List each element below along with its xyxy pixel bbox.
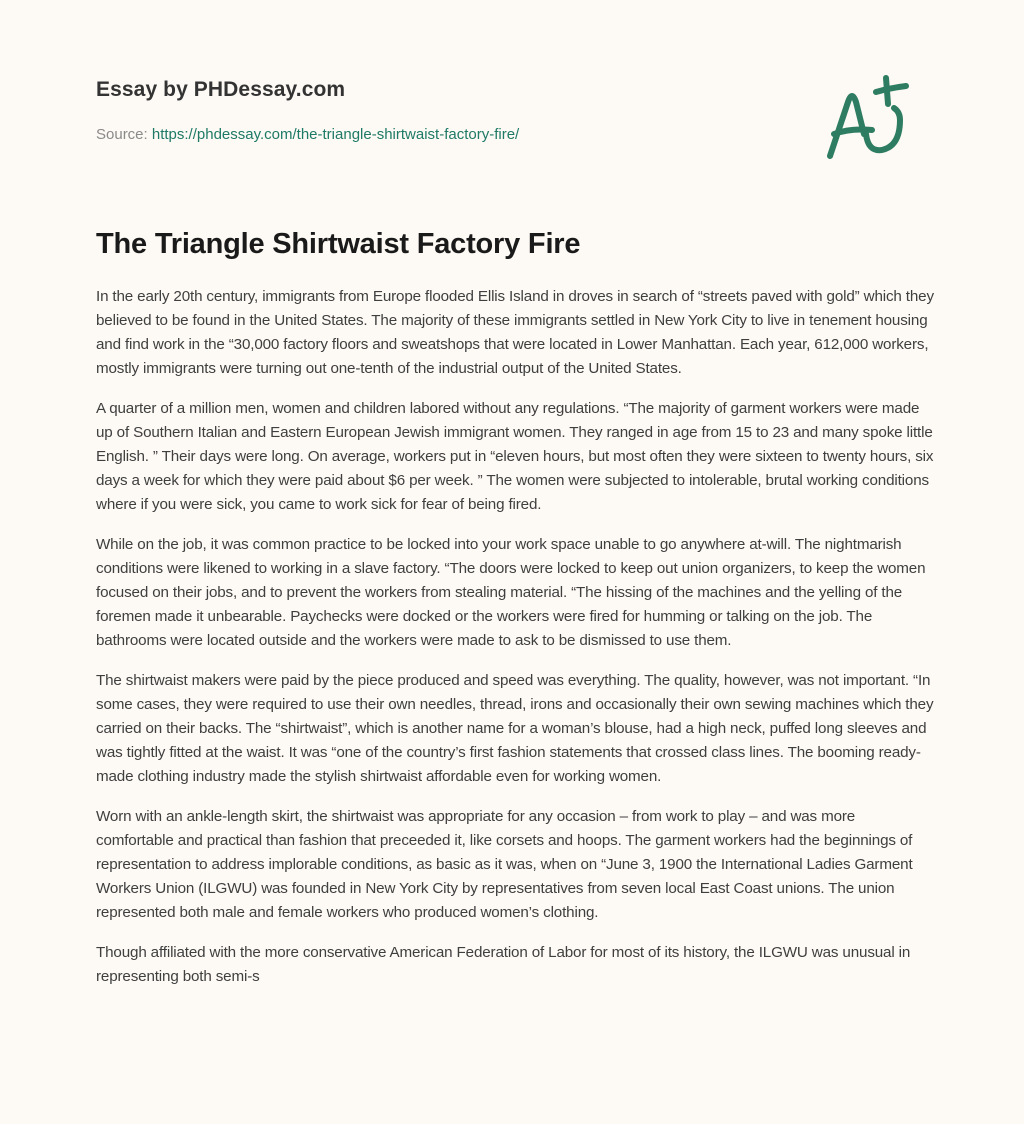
essay-paragraph: A quarter of a million men, women and children labored without any regulations. “The majority of garment workers were made up of Southern Italian and Eastern European Jewish immigrant women. They ranged in age from 15 to 23 and many spoke little English. ” Their days were long. On average, workers put in “eleven hours, but most often they were sixteen to twenty hours, six days a week for which they were paid about $6 per week. ” The women were subjected to intolerable, brutal working conditions where if you were sick, you came to work sick for fear of being fired.: [96, 400, 934, 513]
essay-body: [96, 285, 936, 1005]
essay-paragraph: While on the job, it was common practice to be locked into your work space unable to go anywhere at-will. The nightmarish conditions were likened to working in a slave factory. “The doors were locked to keep out union organizers, to keep the women focused on their jobs, and to prevent the workers from stealing material. “The hissing of the machines and the yelling of the foremen made it unbearable. Paychecks were docked or the workers were fired for humming or talking on the job. The bathrooms were located outside and the workers were made to ask to be dismissed to use them.: [96, 536, 926, 649]
essay-paragraph: In the early 20th century, immigrants from Europe flooded Ellis Island in droves in search of “streets paved with gold” which they believed to be found in the United States. The majority of these immigrants settled in New York City to live in tenement housing and find work in the “30,000 factory floors and sweatshops that were located in Lower Manhattan. Each year, 612,000 workers, mostly immigrants were turning out one-tenth of the industrial output of the United States.: [96, 288, 934, 377]
source-link[interactable]: https://phdessay.com/the-triangle-shirtwaist-factory-fire/: [151, 126, 520, 143]
source-label: Source:: [96, 126, 152, 143]
a-plus-grade-icon: [820, 64, 930, 168]
essay-paragraph: Worn with an ankle-length skirt, the shirtwaist was appropriate for any occasion – from work to play – and was more comfortable and practical than fashion that preceeded it, like corsets and hoops. The garment workers had the beginnings of representation to address implorable conditions, as basic as it was, when on “June 3, 1900 the International Ladies Garment Workers Union (ILGWU) was founded in New York City by representatives from seven local East Coast unions. The union represented both male and female workers who produced women’s clothing.: [96, 808, 913, 921]
source-line: [96, 124, 796, 146]
page-header: [96, 74, 796, 146]
essay-paragraph: Though affiliated with the more conservative American Federation of Labor for most of its history, the ILGWU was unusual in representing both semi-s: [96, 944, 911, 985]
site-title: Essay by PHDessay.com: [96, 78, 346, 101]
essay-paragraph: The shirtwaist makers were paid by the piece produced and speed was everything. The quality, however, was not important. “In some cases, they were required to use their own needles, thread, irons and occasionally their own sewing machines which they carried on their backs. The “shirtwaist”, which is another name for a woman’s blouse, had a high neck, puffed long sleeves and was tightly fitted at the waist. It was “one of the country’s first fashion statements that crossed class lines. The booming ready-made clothing industry made the stylish shirtwaist affordable even for working women.: [96, 672, 934, 785]
essay-title: The Triangle Shirtwaist Factory Fire: [96, 228, 581, 260]
